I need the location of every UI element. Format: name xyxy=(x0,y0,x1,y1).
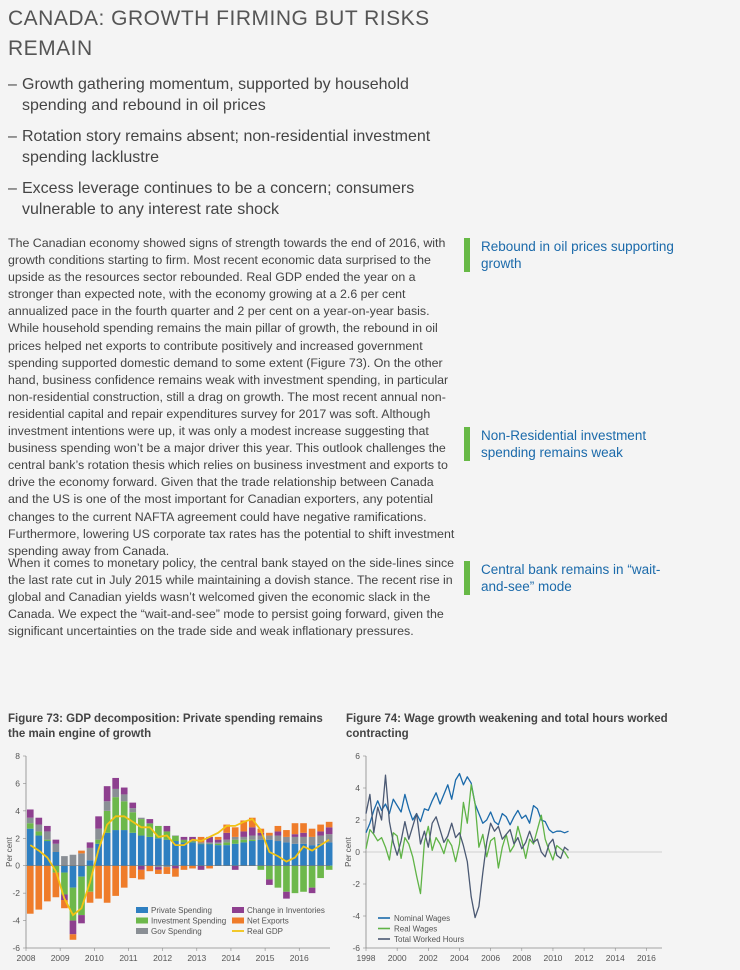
legend-swatch xyxy=(136,928,148,934)
bar-segment xyxy=(223,845,230,866)
figure-74-title: Figure 74: Wage growth weakening and total hours worked contracting xyxy=(346,713,668,740)
y-tick-label: -2 xyxy=(352,879,360,889)
legend-entry: Investment Spending xyxy=(151,916,227,926)
bar-segment xyxy=(198,842,205,843)
bar-segment xyxy=(27,809,34,817)
bar-segment xyxy=(232,827,239,837)
bar-segment xyxy=(232,866,239,870)
bar-segment xyxy=(53,840,60,844)
y-tick-label: 2 xyxy=(15,833,20,844)
bar-segment xyxy=(104,866,111,903)
y-tick-label: 6 xyxy=(355,751,360,761)
bar-segment xyxy=(275,866,282,888)
bar-segment xyxy=(309,837,316,845)
bar-segment xyxy=(138,836,145,866)
bar-segment xyxy=(223,833,230,840)
bar-segment xyxy=(172,836,179,837)
bar-segment xyxy=(27,866,34,914)
x-tick-label: 2011 xyxy=(119,953,138,963)
bar-segment xyxy=(121,794,128,801)
bar-segment xyxy=(78,915,85,923)
x-tick-label: 2016 xyxy=(289,953,309,963)
bar-segment xyxy=(189,866,196,869)
bar-segment xyxy=(326,866,333,870)
legend-entry: Gov Spending xyxy=(151,927,202,936)
bar-segment xyxy=(181,837,188,840)
bar-segment xyxy=(112,866,119,896)
bar-segment xyxy=(300,866,307,892)
bar-segment xyxy=(283,837,290,842)
body-paragraph: When it comes to monetary policy, the central bank stayed on the side-lines since the last rate cut in July 2015 while maintaining a dovish stance. The recent rise in global and Canadian yields wasn’t welcomed given the economic slack in the Canada. We expect the “wait-and-see” mode to persist going forward, given the significant uncertainties on the trade side and weak inflationary pressures. xyxy=(8,556,455,639)
bar-segment xyxy=(104,833,111,866)
key-point-text: Growth gathering momentum, supported by household spending and rebound in oil prices xyxy=(22,76,409,114)
key-points xyxy=(8,74,478,230)
bar-segment xyxy=(87,860,94,865)
bar-segment xyxy=(181,866,188,870)
bar-segment xyxy=(215,845,222,866)
bar-segment xyxy=(292,834,299,837)
bar-segment xyxy=(95,829,102,840)
bar-segment xyxy=(240,831,247,836)
bar-segment xyxy=(317,836,324,844)
sidebar-callout: Non-Residential investment spending remains weak xyxy=(464,427,681,461)
key-point xyxy=(8,74,478,116)
bar-segment xyxy=(172,868,179,876)
key-point xyxy=(8,178,478,220)
bar-segment xyxy=(292,837,299,844)
bar-segment xyxy=(155,867,162,870)
bar-segment xyxy=(283,866,290,892)
series-line xyxy=(366,774,569,833)
bar-segment xyxy=(198,844,205,866)
bar-segment xyxy=(61,856,68,866)
bar-segment xyxy=(275,836,282,841)
bar-segment xyxy=(44,840,51,841)
bar-segment xyxy=(155,838,162,865)
bar-segment xyxy=(223,840,230,843)
bar-segment xyxy=(164,840,171,866)
bar-segment xyxy=(309,888,316,893)
bar-segment xyxy=(266,866,273,880)
bar-segment xyxy=(232,840,239,844)
bar-segment xyxy=(53,844,60,852)
bar-segment xyxy=(317,831,324,835)
bar-segment xyxy=(78,866,85,877)
y-tick-label: -2 xyxy=(12,888,20,899)
bar-segment xyxy=(240,840,247,843)
sidebar-callout: Rebound in oil prices supporting growth xyxy=(464,238,681,272)
bar-segment xyxy=(258,866,265,870)
legend-swatch xyxy=(232,907,244,913)
bullet-dash: – xyxy=(8,76,17,93)
bar-segment xyxy=(146,866,153,871)
bar-segment xyxy=(70,921,77,935)
bar-segment xyxy=(275,841,282,866)
x-tick-label: 2012 xyxy=(153,953,173,963)
x-tick-label: 2009 xyxy=(50,953,70,963)
y-tick-label: -4 xyxy=(12,915,20,926)
bar-segment xyxy=(181,840,188,841)
bar-segment xyxy=(189,842,196,865)
x-tick-label: 2010 xyxy=(543,953,563,963)
bar-segment xyxy=(300,837,307,844)
bullet-dash: – xyxy=(8,128,17,145)
bar-segment xyxy=(206,866,213,869)
bar-segment xyxy=(249,840,256,841)
bar-segment xyxy=(129,866,136,878)
x-tick-label: 2008 xyxy=(512,953,532,963)
legend-swatch xyxy=(136,918,148,924)
y-tick-label: -6 xyxy=(352,943,360,953)
series-line xyxy=(366,785,569,894)
bar-segment xyxy=(215,837,222,840)
legend-entry: Total Worked Hours xyxy=(394,935,465,944)
bar-segment xyxy=(232,844,239,866)
bar-segment xyxy=(35,825,42,832)
bar-segment xyxy=(300,833,307,837)
bar-segment xyxy=(44,866,51,902)
bar-segment xyxy=(44,826,51,831)
y-tick-label: 4 xyxy=(15,805,20,816)
x-tick-label: 2000 xyxy=(387,953,407,963)
bar-segment xyxy=(155,870,162,874)
bar-segment xyxy=(129,808,136,812)
bar-segment xyxy=(215,844,222,845)
bar-segment xyxy=(78,851,85,854)
bar-segment xyxy=(104,801,111,811)
y-tick-label: 4 xyxy=(355,783,360,793)
bar-segment xyxy=(326,827,333,834)
bar-segment xyxy=(53,852,60,866)
legend-entry: Change in Inventories xyxy=(247,906,325,915)
bar-segment xyxy=(164,826,171,831)
legend-entry: Net Exports xyxy=(247,916,289,926)
figure-73-title: Figure 73: GDP decomposition: Private spending remains the main engine of growth xyxy=(8,713,323,740)
bar-segment xyxy=(172,836,179,841)
bar-segment xyxy=(70,855,77,866)
x-tick-label: 2014 xyxy=(605,953,625,963)
bar-segment xyxy=(326,842,333,865)
bar-segment xyxy=(44,831,51,839)
key-point-text: Rotation story remains absent; non-residential investment spending lacklustre xyxy=(22,128,431,166)
bar-segment xyxy=(215,842,222,843)
bar-segment xyxy=(87,848,94,860)
bar-segment xyxy=(104,786,111,801)
bar-segment xyxy=(249,827,256,835)
bar-segment xyxy=(198,866,205,870)
bar-segment xyxy=(70,866,77,888)
bar-segment xyxy=(215,840,222,843)
bar-segment xyxy=(240,837,247,840)
y-tick-label: 8 xyxy=(15,751,20,761)
bar-segment xyxy=(35,866,42,910)
key-point xyxy=(8,126,478,168)
legend-entry: Nominal Wages xyxy=(394,914,451,923)
bar-segment xyxy=(27,818,34,823)
bar-segment xyxy=(317,825,324,832)
bar-segment xyxy=(95,816,102,828)
bar-segment xyxy=(300,823,307,833)
bar-segment xyxy=(249,836,256,840)
bar-segment xyxy=(266,879,273,884)
bar-segment xyxy=(121,866,128,888)
x-tick-label: 2002 xyxy=(418,953,438,963)
y-tick-label: 0 xyxy=(355,847,360,857)
bar-segment xyxy=(121,830,128,866)
y-tick-label: -4 xyxy=(352,911,360,921)
y-tick-label: 2 xyxy=(355,815,360,825)
bar-segment xyxy=(275,826,282,831)
bar-segment xyxy=(138,818,145,819)
bar-segment xyxy=(309,866,316,888)
bar-segment xyxy=(112,830,119,866)
bar-segment xyxy=(266,833,273,836)
legend-swatch xyxy=(232,918,244,924)
bar-segment xyxy=(198,844,205,845)
bar-segment xyxy=(70,934,77,939)
y-tick-label: 6 xyxy=(15,778,20,789)
bullet-dash: – xyxy=(8,180,17,197)
bar-segment xyxy=(223,842,230,845)
bar-segment xyxy=(87,892,94,903)
bar-segment xyxy=(206,844,213,866)
bar-segment xyxy=(283,830,290,837)
figure-74-chart xyxy=(342,748,672,970)
x-tick-label: 2008 xyxy=(16,953,36,963)
bar-segment xyxy=(112,797,119,830)
x-tick-label: 2012 xyxy=(574,953,594,963)
bar-segment xyxy=(283,892,290,899)
bar-segment xyxy=(164,867,171,874)
x-tick-label: 2010 xyxy=(84,953,104,963)
y-axis-label: Per cent xyxy=(5,837,14,867)
page-title: CANADA: GROWTH FIRMING BUT RISKS REMAIN xyxy=(8,7,430,60)
x-tick-label: 2006 xyxy=(481,953,501,963)
bar-segment xyxy=(35,831,42,835)
bar-segment xyxy=(129,833,136,866)
bar-segment xyxy=(138,866,145,870)
bar-segment xyxy=(292,823,299,834)
bar-segment xyxy=(249,841,256,866)
bar-segment xyxy=(87,842,94,847)
bar-segment xyxy=(112,778,119,789)
legend-swatch xyxy=(136,907,148,913)
x-tick-label: 2013 xyxy=(187,953,207,963)
bar-segment xyxy=(95,866,102,899)
bar-segment xyxy=(317,866,324,878)
bar-segment xyxy=(146,823,153,824)
bar-segment xyxy=(275,831,282,835)
bar-segment xyxy=(292,866,299,893)
bar-segment xyxy=(61,866,68,873)
bar-segment xyxy=(326,822,333,827)
bar-segment xyxy=(206,844,213,845)
series-line xyxy=(366,775,569,917)
y-tick-label: -6 xyxy=(12,943,20,953)
bar-segment xyxy=(129,803,136,808)
y-axis-label: Per cent xyxy=(344,837,353,867)
bar-segment xyxy=(146,837,153,866)
bar-segment xyxy=(240,842,247,865)
x-tick-label: 2015 xyxy=(255,953,275,963)
body-paragraph: The Canadian economy showed signs of strength towards the end of 2016, with growth conditions starting to firm. Most recent economic data surprised to the upside as the resources sector rebounded. Real GDP ended the year on a stronger than expected note, with the economy growing at a 2.6 per cent annualized pace in the fourth quarter and 2 per cent on a year-on-year basis. While household spending remains the main pillar of growth, the rebound in oil prices helped net exports to contribute positively and increased government spending supported domestic demand to some extent (Figure 73). On the other hand, business confidence remains weak with investment spending, in particular non-residential construction, still a drag on growth. The most recent annual non-residential capital and repair expenditures survey for 2017 was soft. Although investment intentions were up, it was only a modest increase suggesting that business spending won’t be a major driver this year. This outlook challenges the central bank’s rotation thesis which relies on business investment and exports to drive the economy forward. Given that the trade relationship between Canada and the US is one of the most important for Canadian exporters, any potential changes to the current NAFTA agreement could have negative ramifications. Furthermore, lowering US corporate tax rates has the potential to shift investment spending away from Canada. xyxy=(8,236,455,558)
bar-segment xyxy=(35,818,42,825)
bar-segment xyxy=(258,840,265,866)
key-point-text: Excess leverage continues to be a concern; consumers vulnerable to any interest rate shock xyxy=(22,180,415,218)
bar-segment xyxy=(121,788,128,795)
sidebar-callout: Central bank remains in “wait-and-see” mode xyxy=(464,561,681,595)
figure-73-chart xyxy=(4,748,340,970)
bar-segment xyxy=(172,866,179,869)
bar-segment xyxy=(309,829,316,837)
bar-segment xyxy=(266,836,273,840)
bar-segment xyxy=(138,870,145,880)
bar-segment xyxy=(232,837,239,840)
legend-entry: Real GDP xyxy=(247,927,284,936)
y-tick-label: 0 xyxy=(15,860,20,871)
x-tick-label: 2016 xyxy=(636,953,656,963)
bar-segment xyxy=(146,819,153,823)
x-tick-label: 2004 xyxy=(450,953,469,963)
legend-entry: Real Wages xyxy=(394,924,438,934)
bar-segment xyxy=(206,842,213,843)
x-tick-label: 2014 xyxy=(221,953,241,963)
x-tick-label: 1998 xyxy=(356,953,376,963)
bar-segment xyxy=(112,789,119,797)
bar-segment xyxy=(27,823,34,828)
bar-segment xyxy=(78,853,85,865)
legend-entry: Private Spending xyxy=(151,906,212,915)
